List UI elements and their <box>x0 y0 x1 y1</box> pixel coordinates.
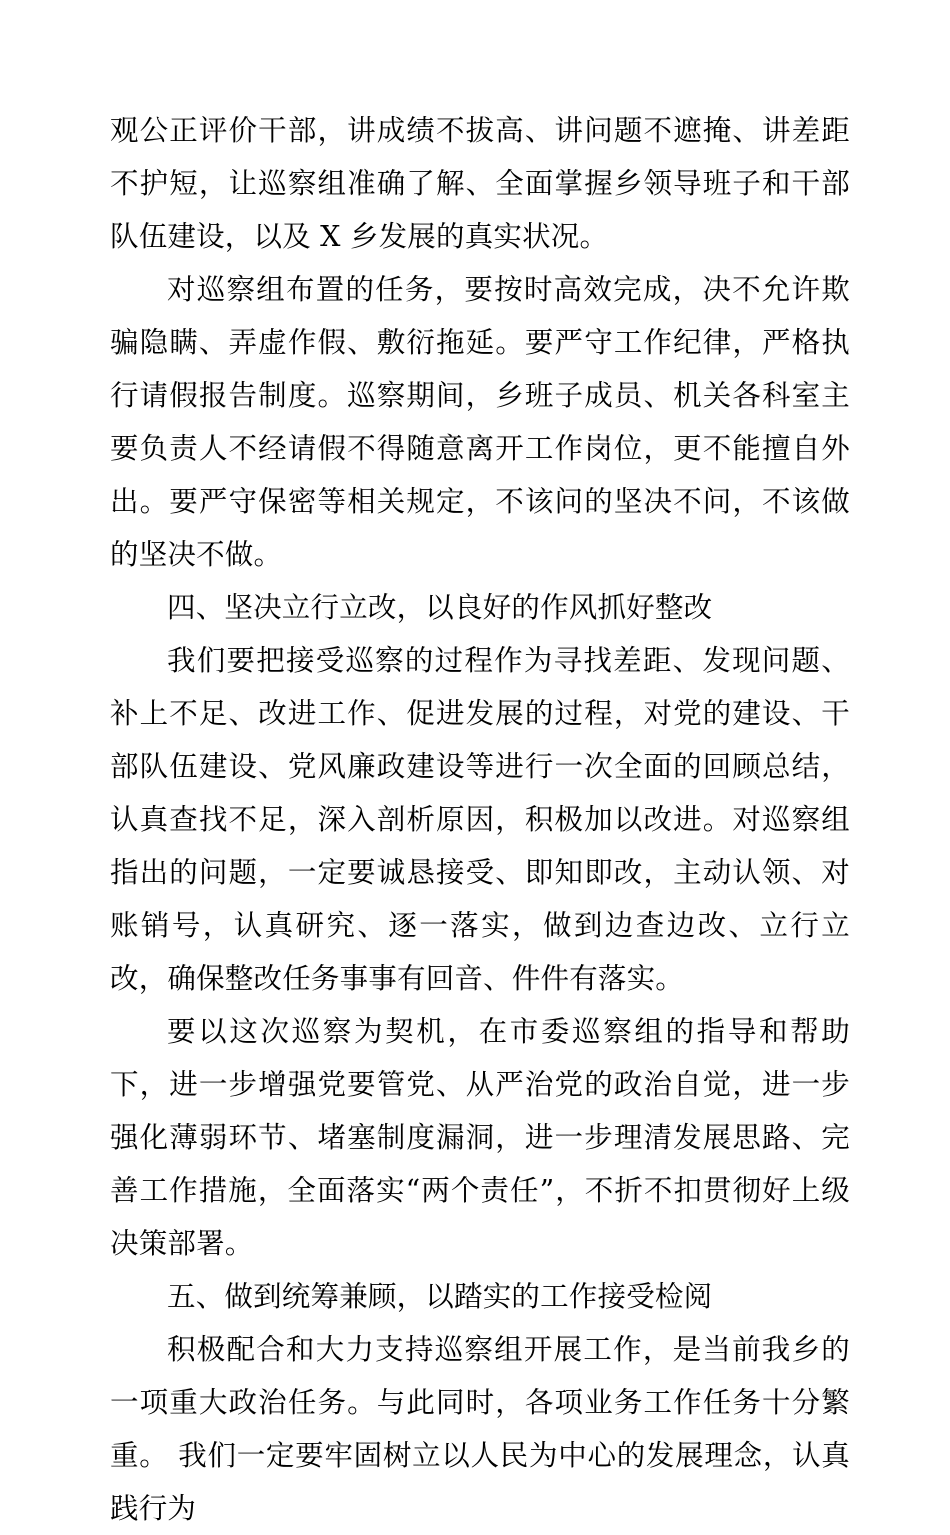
section-heading-five: 五、做到统筹兼顾，以踏实的工作接受检阅 <box>167 1280 713 1313</box>
paragraph: 要以这次巡察为契机，在市委巡察组的指导和帮助下，进一步增强党要管党、从严治党的政治自觉，进一步强化薄弱环节、堵塞制度漏洞，进一步理清发展思路、完善工作措施，全面落实“两个责任”，不折不扣贯彻好上级决策部署。 <box>110 1015 850 1260</box>
paragraph: 对巡察组布置的任务，要按时高效完成，决不允许欺骗隐瞒、弄虚作假、敷衍拖延。要严守工作纪律，严格执行请假报告制度。巡察期间，乡班子成员、机关各科室主要负责人不经请假不得随意离开工作岗位，更不能擅自外出。要严守保密等相关规定，不该问的坚决不问，不该做的坚决不做。 <box>110 273 850 571</box>
section-heading-four: 四、坚决立行立改，以良好的作风抓好整改 <box>167 591 713 624</box>
paragraph: 我们要把接受巡察的过程作为寻找差距、发现问题、补上不足、改进工作、促进发展的过程，对党的建设、干部队伍建设、党风廉政建设等进行一次全面的回顾总结，认真查找不足，深入剖析原因，积极加以改进。对巡察组指出的问题，一定要诚恳接受、即知即改，主动认领、对账销号，认真研究、逐一落实，做到边查边改、立行立改，确保整改任务事事有回音、件件有落实。 <box>110 644 850 995</box>
paragraph: 观公正评价干部，讲成绩不拔高、讲问题不遮掩、讲差距不护短，让巡察组准确了解、全面掌握乡领导班子和干部队伍建设，以及 X 乡发展的真实状况。 <box>110 114 850 253</box>
paragraph: 积极配合和大力支持巡察组开展工作，是当前我乡的一项重大政治任务。与此同时，各项业务工作任务十分繁重。 我们一定要牢固树立以人民为中心的发展理念，认真践行为 <box>110 1333 850 1525</box>
document-text-body <box>110 104 850 1535</box>
